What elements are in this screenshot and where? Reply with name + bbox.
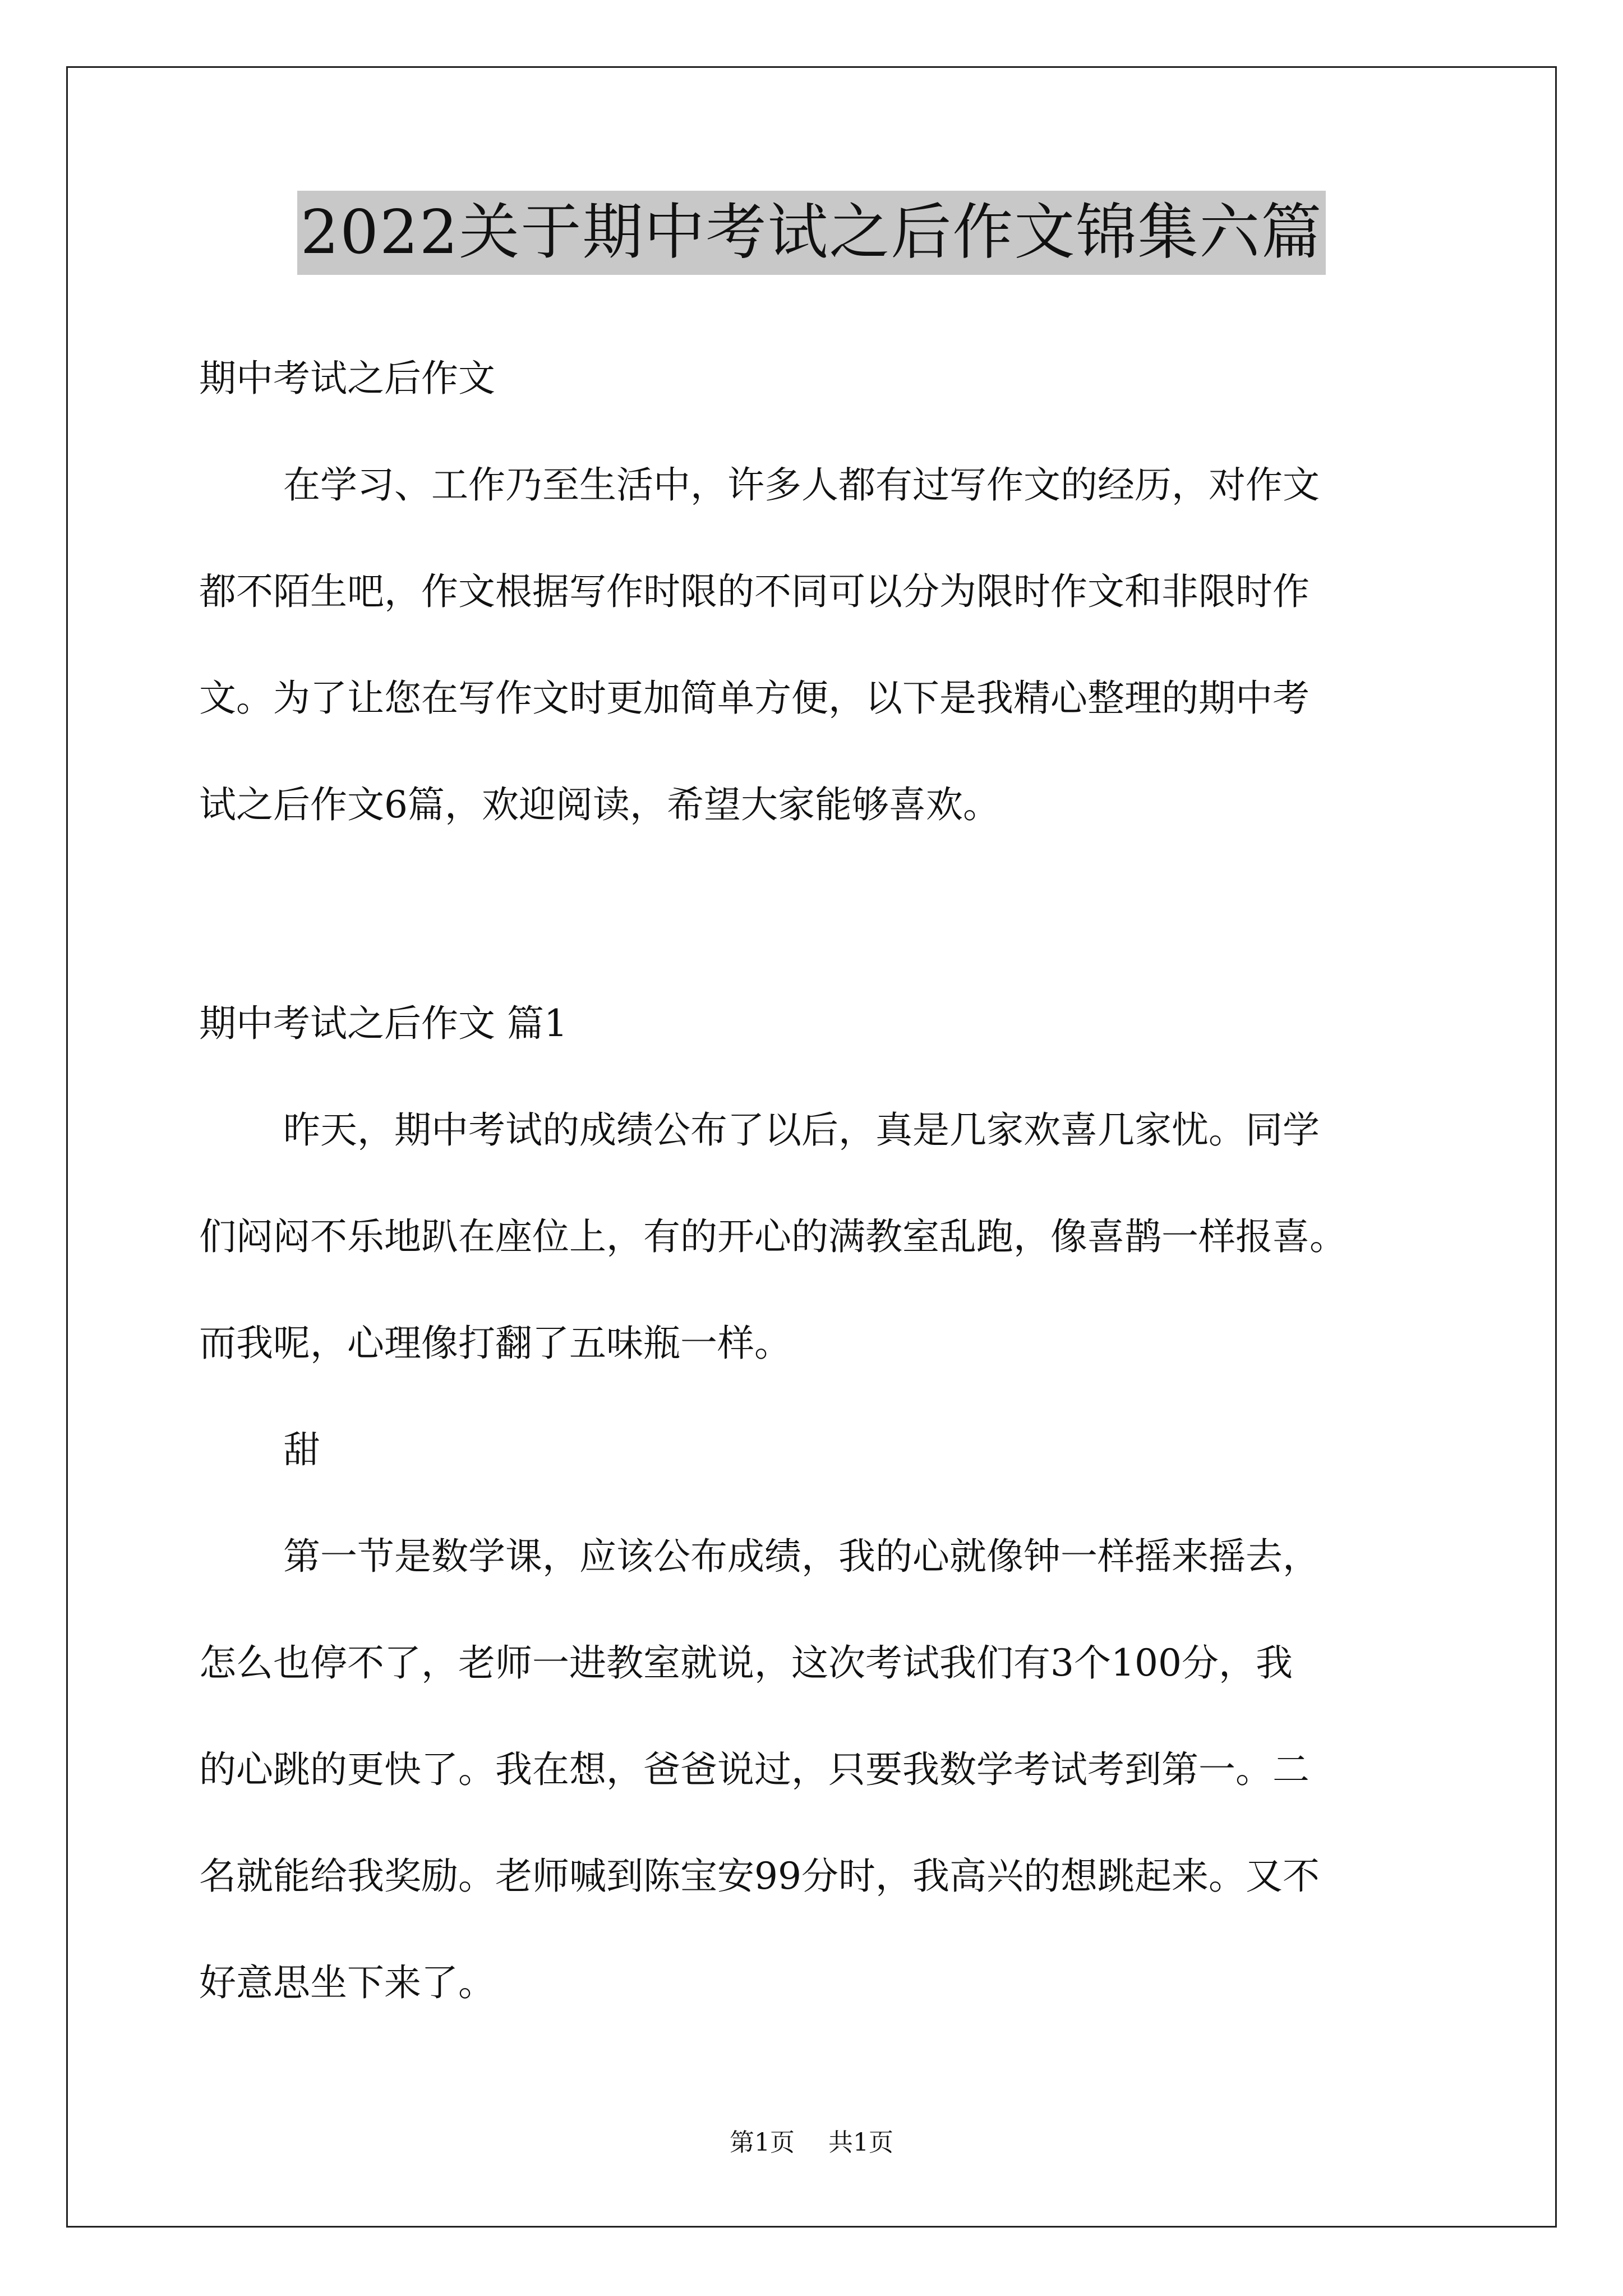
paragraph-line: 第一节是数学课，应该公布成绩，我的心就像钟一样摇来摇去， [283, 1535, 1320, 1578]
paragraph-line: 都不陌生吧，作文根据写作时限的不同可以分为限时作文和非限时作 [199, 570, 1310, 613]
paragraph-line: 好意思坐下来了。 [199, 1961, 495, 2004]
section-heading: 期中考试之后作文 篇1 [199, 1002, 568, 1045]
paragraph-line: 们闷闷不乐地趴在座位上，有的开心的满教室乱跑，像喜鹊一样报喜。 [199, 1215, 1347, 1258]
paragraph-line: 名就能给我奖励。老师喊到陈宝安99分时，我高兴的想跳起来。又不 [199, 1855, 1320, 1898]
paragraph-line: 试之后作文6篇，欢迎阅读，希望大家能够喜欢。 [199, 783, 1000, 826]
page-footer [0, 2126, 1623, 2160]
paragraph-line: 昨天，期中考试的成绩公布了以后，真是几家欢喜几家忧。同学 [283, 1108, 1320, 1152]
document-title-text: 2022关于期中考试之后作文锦集六篇 [297, 191, 1326, 275]
paragraph-line: 而我呢，心理像打翻了五味瓶一样。 [199, 1322, 791, 1365]
document-title [0, 191, 1623, 275]
paragraph-line: 在学习、工作乃至生活中，许多人都有过写作文的经历，对作文 [283, 463, 1320, 507]
paragraph-line: 怎么也停不了，老师一进教室就说，这次考试我们有3个100分，我 [199, 1641, 1293, 1685]
subheading: 甜 [283, 1428, 320, 1471]
section-heading: 期中考试之后作文 [199, 357, 495, 400]
paragraph-line: 的心跳的更快了。我在想，爸爸说过，只要我数学考试考到第一。二 [199, 1748, 1310, 1791]
page-total: 共1页 [828, 2128, 893, 2157]
paragraph-line: 文。为了让您在写作文时更加简单方便，以下是我精心整理的期中考 [199, 677, 1310, 720]
page-number: 第1页 [730, 2128, 795, 2157]
